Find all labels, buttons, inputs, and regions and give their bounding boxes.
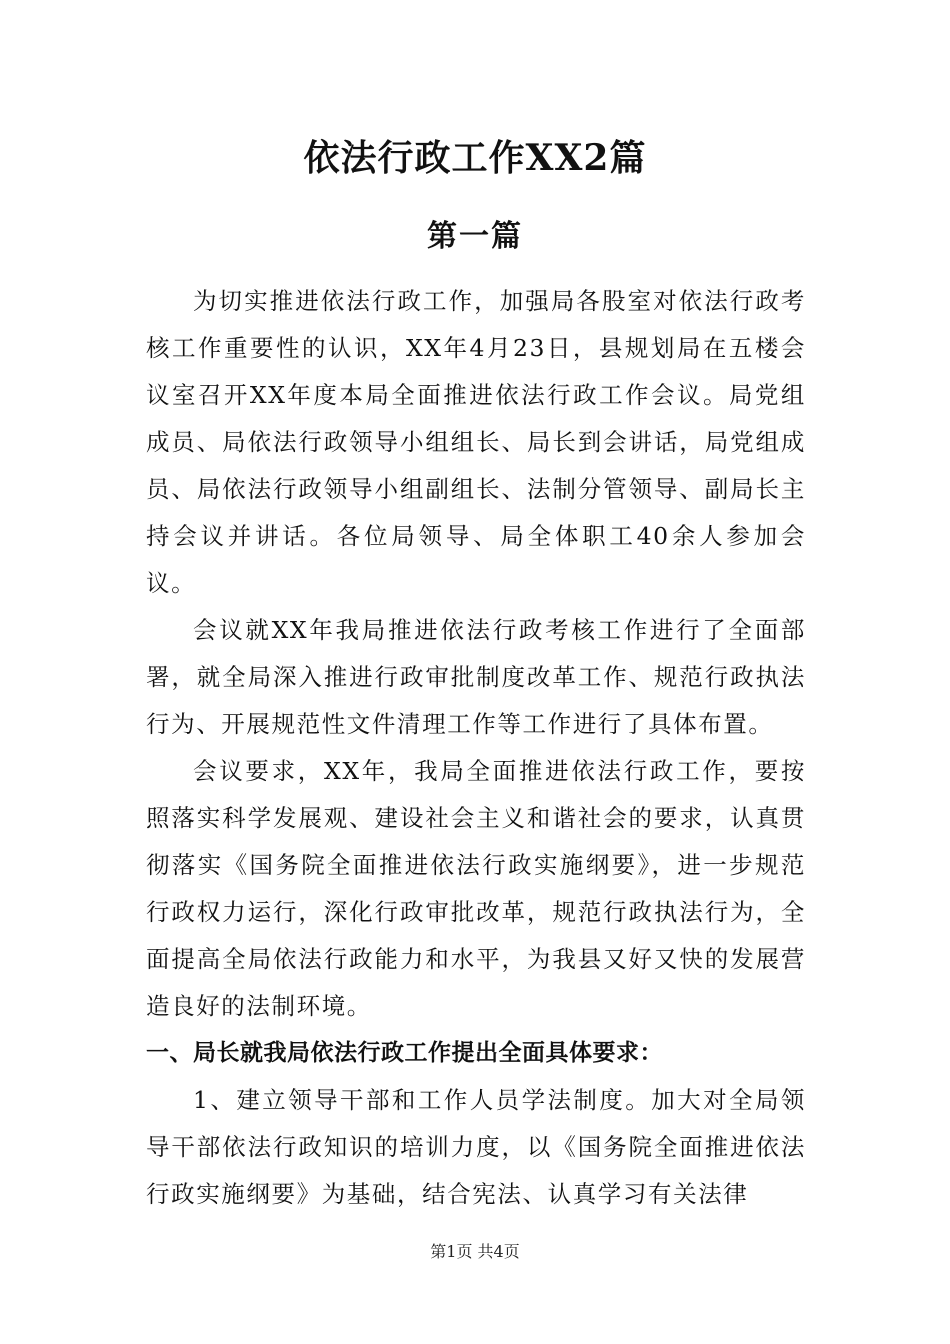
body-paragraph: 1、建立领导干部和工作人员学法制度。加大对全局领导干部依法行政知识的培训力度，以《国务院全面推进依法行政实施纲要》为基础，结合宪法、认真学习有关法律: [146, 1086, 806, 1208]
body-paragraph: 会议就XX年我局推进依法行政考核工作进行了全面部署，就全局深入推进行政审批制度改革工作、规范行政执法行为、开展规范性文件清理工作等工作进行了具体布置。: [146, 616, 806, 738]
document-title: 依法行政工作XX2篇: [303, 137, 647, 179]
section-title: 第一篇: [427, 219, 523, 254]
section-heading: 一、局长就我局依法行政工作提出全面具体要求：: [146, 1040, 663, 1066]
page-footer: 第1页 共4页: [430, 1242, 520, 1261]
body-paragraph: 会议要求，XX年，我局全面推进依法行政工作，要按照落实科学发展观、建设社会主义和谐社会的要求，认真贯彻落实《国务院全面推进依法行政实施纲要》，进一步规范行政权力运行，深化行政审批改革，规范行政执法行为，全面提高全局依法行政能力和水平，为我县又好又快的发展营造良好的法制环境。: [146, 757, 806, 1020]
document-body: [146, 278, 806, 1218]
body-paragraph: 为切实推进依法行政工作，加强局各股室对依法行政考核工作重要性的认识，XX年4月23日，县规划局在五楼会议室召开XX年度本局全面推进依法行政工作会议。局党组成员、局依法行政领导小组组长、局长到会讲话，局党组成员、局依法行政领导小组副组长、法制分管领导、副局长主持会议并讲话。各位局领导、局全体职工40余人参加会议。: [146, 287, 806, 597]
